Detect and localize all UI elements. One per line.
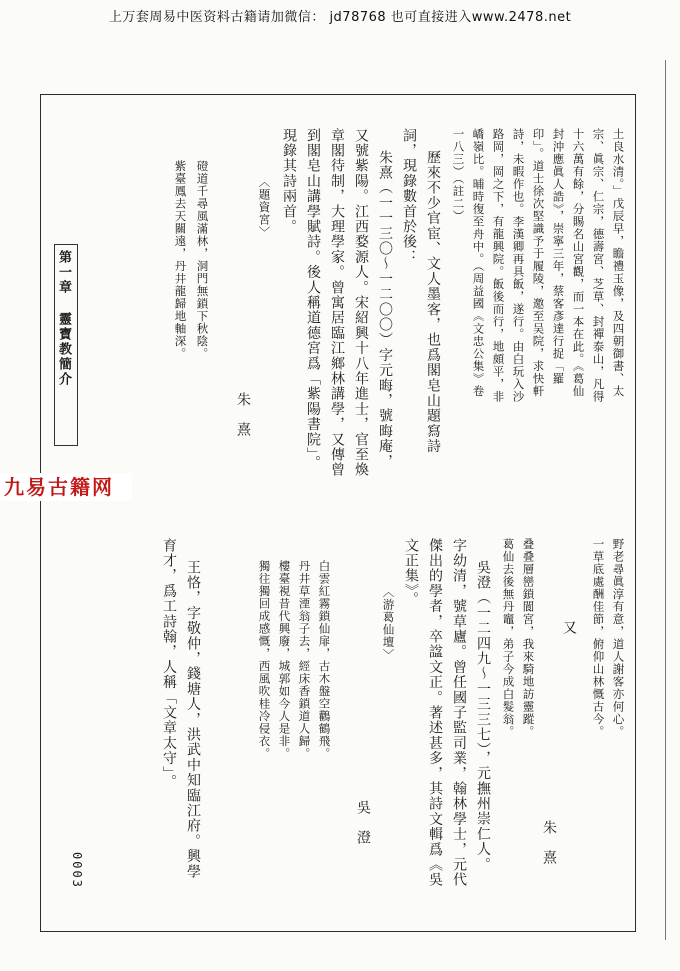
upper-col-8: 嶠嶺比。晡時復至舟中。（周益國《文忠公集》卷 <box>471 128 486 398</box>
right-poem-author: 朱 熹 <box>541 820 557 866</box>
page-number: 0003 <box>70 852 84 889</box>
right-poem-line-1: 野老尋眞淳有意，道人謝客亦何心。 <box>611 538 626 738</box>
right-poem-line-2: 一草底處酬佳節，俯仰山林慨古今。 <box>591 538 606 738</box>
lower-poem-author: 吳 澄 <box>355 800 371 846</box>
upper-poem-line-2: 紫臺鳳去天關遠，丹井龍歸地軸深。 <box>173 160 188 360</box>
upper-col-11: 詞，現錄數首於後： <box>401 128 417 265</box>
lower-col-6: 育才，爲工詩翰，人稱「文章太守」。 <box>161 538 177 790</box>
lower-poem-line-2: 丹井草湮翁子去，經床香鎖道人歸。 <box>297 560 312 760</box>
upper-col-6: 詩，未暇作也。李漢卿再具飯，遂行。由白玩入沙 <box>511 128 526 403</box>
upper-col-5: 印」。道士徐次堅識予于履陵，邀至吴院，求快軒 <box>531 128 546 398</box>
right-poem-line-4: 葛仙去後無丹竈，弟子今成白髮翁。 <box>501 538 516 738</box>
right-edge-rule <box>665 60 666 940</box>
lower-col-4: 文正集》。 <box>403 538 419 607</box>
upper-col-10: 歷來不少官宦、文人墨客，也爲閣皂山題寫詩 <box>425 150 441 454</box>
header-banner: 上万套周易中医资料古籍请加微信： jd78768 也可直接进入www.2478.net <box>108 10 572 25</box>
upper-col-15: 到閣皂山講學賦詩。後人稱道德宮爲「紫陽書院」。 <box>305 128 321 471</box>
lower-poem-title: 〈游葛仙壇〉 <box>381 586 396 661</box>
upper-col-7: 路岡，岡之下，有龍興院。飯後而行，地頗平，非 <box>491 128 506 403</box>
lower-col-5: 王恪，字敬仲，錢塘人，洪武中知臨江府。興學 <box>185 560 201 880</box>
upper-col-13: 又號紫陽。江西婺源人。宋紹興十八年進士，官至煥 <box>353 128 369 478</box>
upper-col-2: 宗、眞宗、仁宗，德壽宮、芝草、封禪泰山，凡得 <box>591 128 606 403</box>
lower-poem-line-3: 樓臺視昔代興廢，城郭如今人是非。 <box>277 560 292 760</box>
right-poem-you: 又 <box>561 620 577 636</box>
watermark-logo: 九易古籍网 <box>0 473 132 501</box>
lower-poem-line-4: 獨往獨回成感慨，西風吹桂冷侵衣。 <box>257 560 272 760</box>
upper-col-16: 現錄其詩兩首。 <box>281 128 297 235</box>
upper-poem-line-1: 磴道千尋風滿林，洞門無鎖下秋陰。 <box>195 160 210 360</box>
right-poem-line-3: 叠叠層巒鎖閬宮，我來騎地訪靈蹤。 <box>521 538 536 738</box>
chapter-label: 第一章 靈寶教簡介 <box>56 250 71 387</box>
lower-col-1: 吳澄（一二四九～一三三七），元撫州崇仁人。 <box>475 560 491 873</box>
upper-col-14: 章閣待制，大理學家。曾寓居臨江鄉林講學，又傳曾 <box>329 128 345 478</box>
upper-col-1: 土良水清。」戊辰早，瞻禮玉像，及四朝御書、太 <box>611 128 626 398</box>
lower-col-3: 傑出的學者，卒諡文正。著述甚多，其詩文輯爲《吳 <box>427 538 443 888</box>
upper-col-9: 一八三）（註二） <box>451 128 466 223</box>
upper-poem-title: 〈題資宮〉 <box>257 176 272 239</box>
lower-poem-line-1: 白雲紅霧鎖仙扉，古木盤空鸛鶴飛。 <box>317 560 332 760</box>
upper-col-12: 朱熹（一一三〇～一二〇〇）字元晦，號晦庵， <box>377 150 393 470</box>
upper-col-4: 封沖應眞人誥》，崇寧三年，蔡客彥達行捉「羅 <box>551 128 566 385</box>
upper-poem-author: 朱 熹 <box>235 392 251 438</box>
lower-col-2: 字幼清，號草廬。曾任國子監司業，翰林學士，元代 <box>451 538 467 888</box>
upper-col-3: 十六萬有餘，分賜名山宮觀，而一本在此。《葛仙 <box>571 128 586 398</box>
